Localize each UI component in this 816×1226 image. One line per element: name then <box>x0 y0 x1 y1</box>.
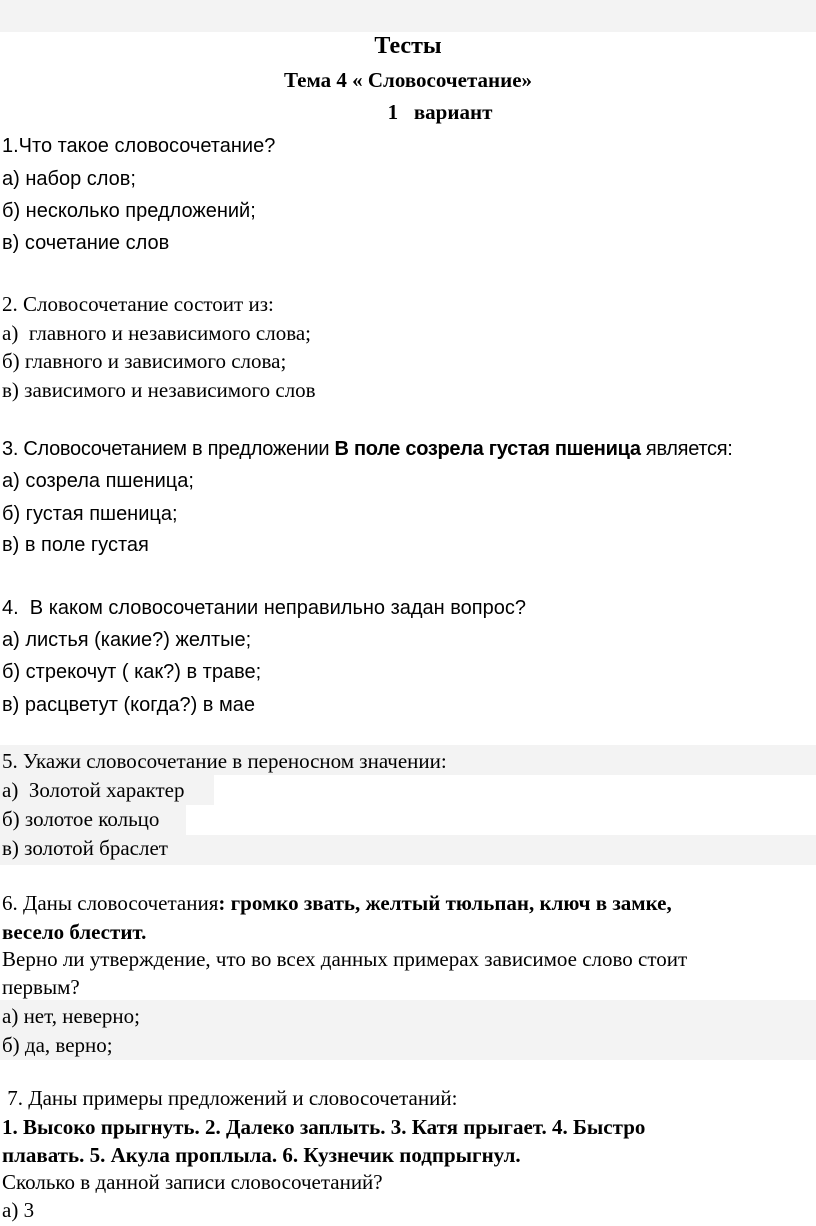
q1-answer-b: б) несколько предложений; <box>2 200 256 222</box>
q3-answer-b: б) густая пшеница; <box>2 503 178 525</box>
q3-question-prefix: 3. Словосочетанием в предложении <box>2 438 335 460</box>
q5-answer-a: а) Золотой характер <box>2 778 185 802</box>
q5-answer-b: б) золотое кольцо <box>2 807 160 831</box>
q7-answer-a: а) 3 <box>2 1198 35 1222</box>
q1-answer-a: а) набор слов; <box>2 168 136 190</box>
q7-count-question: Сколько в данной записи словосочетаний? <box>2 1170 383 1194</box>
page-top-band <box>0 0 816 32</box>
q7-question: 7. Даны примеры предложений и словосочетаний: <box>2 1086 458 1110</box>
q3-answer-c: в) в поле густая <box>2 534 149 556</box>
q6-question-prefix: 6. Даны словосочетания <box>2 891 219 915</box>
q5-answer-c: в) золотой браслет <box>2 836 168 860</box>
q7-examples-line1: 1. Высоко прыгнуть. 2. Далеко заплыть. 3. Катя прыгает. 4. Быстро <box>2 1115 646 1139</box>
q6-statement-line2: первым? <box>2 975 80 999</box>
q6-phrases-line2: весело блестит. <box>2 920 147 944</box>
document-title: Тесты <box>374 33 442 59</box>
q1-answer-c: в) сочетание слов <box>2 232 170 254</box>
q4-question: 4. В каком словосочетании неправильно задан вопрос? <box>2 597 527 619</box>
q3-answer-a: а) созрела пшеница; <box>2 470 194 492</box>
q6-phrases-line1: : громко звать, желтый тюльпан, ключ в замке, <box>218 891 672 915</box>
q2-question: 2. Словосочетание состоит из: <box>2 292 274 316</box>
q4-answer-a: а) листья (какие?) желтые; <box>2 629 252 651</box>
q3-question <box>2 435 733 463</box>
q6-question <box>2 889 672 917</box>
variant-heading: 1 вариант <box>387 100 493 124</box>
q3-sentence: В поле созрела густая пшеница <box>334 438 641 460</box>
q5-question: 5. Укажи словосочетание в переносном значении: <box>2 749 447 773</box>
q2-answer-b: б) главного и зависимого слова; <box>2 349 287 373</box>
q6-answer-a: а) нет, неверно; <box>2 1004 140 1028</box>
q2-answer-a: а) главного и независимого слова; <box>2 321 312 345</box>
q6-answer-b: б) да, верно; <box>2 1033 113 1057</box>
topic-heading: Тема 4 « Словосочетание» <box>283 68 533 92</box>
q2-answer-c: в) зависимого и независимого слов <box>2 378 316 402</box>
q6-statement-line1: Верно ли утверждение, что во всех данных примерах зависимое слово стоит <box>2 947 688 971</box>
q4-answer-b: б) стрекочут ( как?) в траве; <box>2 661 262 683</box>
q3-question-suffix: является: <box>640 438 733 460</box>
q4-answer-c: в) расцветут (когда?) в мае <box>2 694 255 716</box>
q1-question: 1.Что такое словосочетание? <box>2 135 276 157</box>
q7-examples-line2: плавать. 5. Акула проплыла. 6. Кузнечик подпрыгнул. <box>2 1143 521 1167</box>
